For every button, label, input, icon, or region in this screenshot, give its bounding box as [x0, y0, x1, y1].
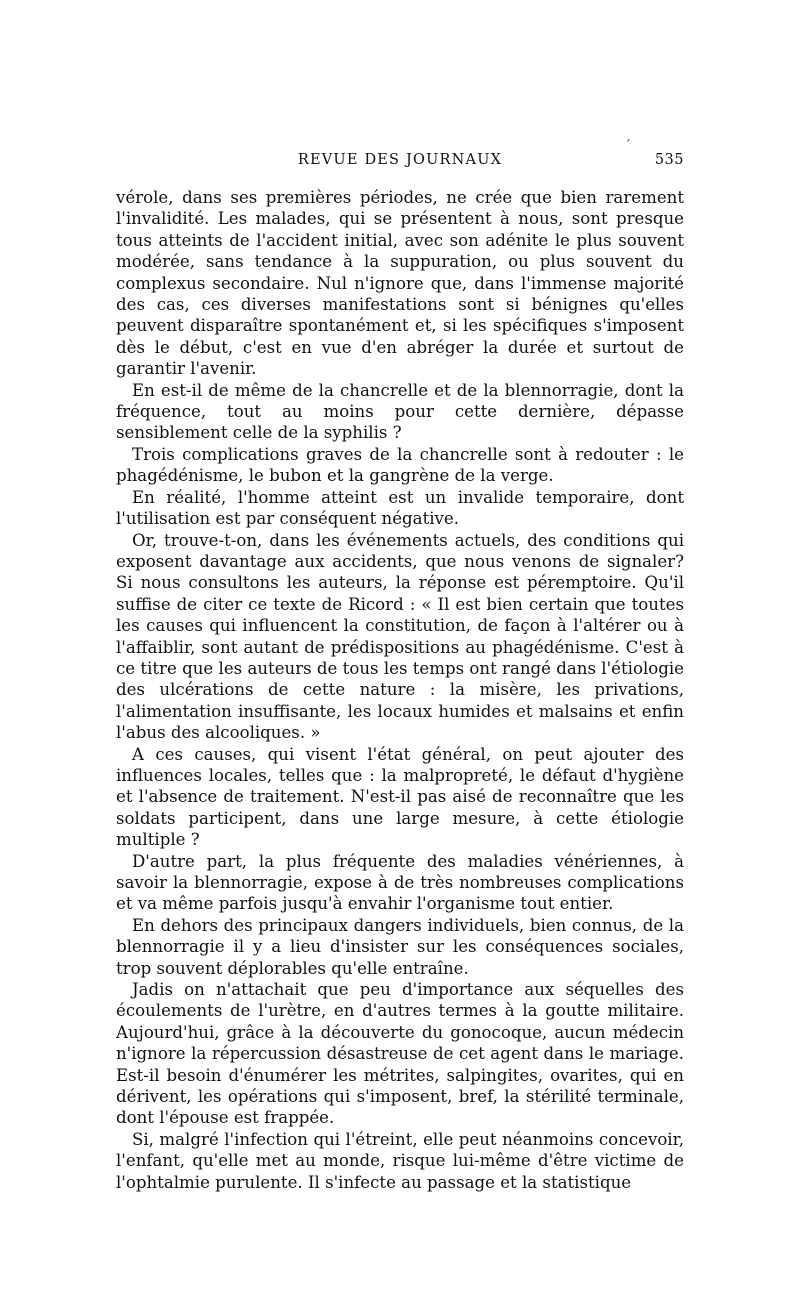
paragraph: En est-il de même de la chancrelle et de la blennorragie, dont la fréquence, tout au moins pour cette dernière, dépasse sensiblement celle de la syphilis ?: [116, 380, 684, 443]
paragraph: Or, trouve-t-on, dans les événements actuels, des conditions qui exposent davantage aux accidents, que nous venons de signaler? Si nous consultons les auteurs, la réponse est péremptoire. Qu'il suffise de citer ce texte de Ricord : « Il est bien certain que toutes les causes qui influencent la constitution, de façon à l'altérer ou à l'affaiblir, sont autant de prédispositions au phagédénisme. C'est à ce titre que les auteurs de tous les temps ont rangé dans l'étiologie des ulcérations de cette nature : la misère, les privations, l'alimentation insuffisante, les locaux humides et malsains et enfin l'abus des alcooliques. »: [116, 530, 684, 743]
page-number: 535: [654, 152, 684, 168]
paragraph: En réalité, l'homme atteint est un invalide temporaire, dont l'utilisation est par conséquent négative.: [116, 487, 684, 529]
book-page: [116, 138, 684, 1193]
paragraph: Jadis on n'attachait que peu d'importance aux séquelles des écoulements de l'urètre, en d'autres termes à la goutte militaire. Aujourd'hui, grâce à la découverte du gonocoque, aucun médecin n'ignore la répercussion désastreuse de cet agent dans le mariage. Est-il besoin d'énumérer les métrites, salpingites, ovarites, qui en dérivent, les opérations qui s'imposent, bref, la stérilité terminale, dont l'épouse est frappée.: [116, 980, 684, 1128]
body-text: [116, 187, 684, 1193]
page-mark: ´: [624, 138, 632, 152]
paragraph: A ces causes, qui visent l'état général, on peut ajouter des influences locales, telles que : la malpropreté, le défaut d'hygiène et l'absence de traitement. N'est-il pas aisé de reconnaître que les soldats participent, dans une large mesure, à cette étiologie multiple ?: [116, 744, 684, 850]
running-head: [116, 138, 684, 174]
paragraph: Si, malgré l'infection qui l'étreint, elle peut néanmoins concevoir, l'enfant, qu'elle met au monde, risque lui-même d'être victime de l'ophtalmie purulente. Il s'infecte au passage et la statistique: [116, 1129, 684, 1192]
paragraph: D'autre part, la plus fréquente des maladies vénériennes, à savoir la blennorragie, expose à de très nombreuses complications et va même parfois jusqu'à envahir l'organisme tout entier.: [116, 851, 684, 914]
paragraph: vérole, dans ses premières périodes, ne crée que bien rarement l'invalidité. Les malades, qui se présentent à nous, sont presque tous atteints de l'accident initial, avec son adénite le plus souvent modérée, sans tendance à la suppuration, ou plus souvent du complexus secondaire. Nul n'ignore que, dans l'immense majorité des cas, ces diverses manifestations sont si bénignes qu'elles peuvent disparaître spontanément et, si les spécifiques s'imposent dès le début, c'est en vue d'en abréger la durée et surtout de garantir l'avenir.: [116, 188, 684, 379]
paragraph: Trois complications graves de la chancrelle sont à redouter : le phagédénisme, le bubon et la gangrène de la verge.: [116, 444, 684, 486]
running-title: REVUE DES JOURNAUX: [297, 152, 503, 168]
paragraph: En dehors des principaux dangers individuels, bien connus, de la blennorragie il y a lieu d'insister sur les conséquences sociales, trop souvent déplorables qu'elle entraîne.: [116, 915, 684, 978]
